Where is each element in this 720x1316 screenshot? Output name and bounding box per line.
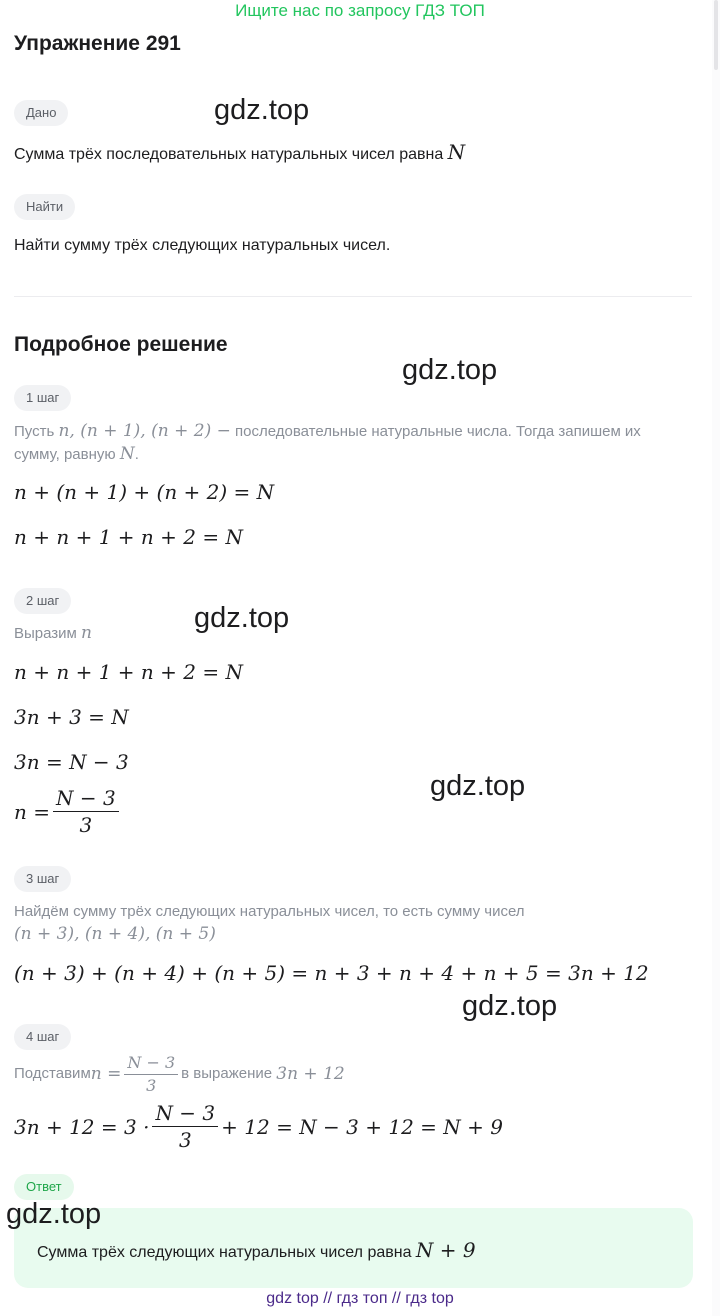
step4-desc-math2: 3n + 12 [276,1064,345,1085]
step3-chip: 3 шаг [14,866,71,892]
given-text-label: Сумма трёх последовательных натуральных чисел равна [14,146,448,163]
answer-math: N + 9 [415,1238,476,1262]
footer-links[interactable]: gdz top // гдз топ // гдз top [266,1290,454,1307]
fraction-denominator: 3 [178,1128,192,1152]
step2-chip: 2 шаг [14,588,71,614]
step1-desc [14,420,704,466]
scrollbar[interactable] [712,0,720,1316]
step1-desc-math: n, (n + 1), (n + 2) − [58,421,231,441]
step4-eq [14,1102,503,1151]
step4-chip: 4 шаг [14,1024,71,1050]
step2-eq3: 3n = N − 3 [14,750,129,774]
step2-eq4-fraction [53,787,119,836]
step3-desc [14,901,704,946]
step1-desc-text2: последовательные натуральные числа. Тогда запишем их [230,423,641,440]
step2-desc-text: Выразим [14,625,82,642]
top-banner: Ищите нас по запросу ГДЗ ТОП [235,1,485,20]
given-var: N [447,140,466,164]
watermark: gdz.top [462,990,558,1022]
step2-desc [14,622,92,645]
step1-desc-end: . [134,446,139,463]
step4-desc-fraction [124,1054,178,1094]
step1-eq2: n + n + 1 + n + 2 = N [14,525,243,549]
step4-eq-fraction [152,1102,218,1151]
step2-eq2: 3n + 3 = N [14,705,129,729]
find-text: Найти сумму трёх следующих натуральных чисел. [14,237,391,254]
step3-desc-math: (n + 3), (n + 4), (n + 5) [14,924,216,944]
given-text [14,141,465,166]
step4-desc-math: n = [90,1064,122,1085]
fraction-numerator: N − 3 [124,1054,178,1075]
watermark: gdz.top [430,770,526,802]
step1-eq1: n + (n + 1) + (n + 2) = N [14,480,275,504]
step1-desc-text: Пусть [14,423,59,440]
step2-eq4-lhs: n = [14,799,50,824]
fraction-denominator: 3 [79,813,93,837]
step4-desc-text2: в выражение [181,1065,273,1083]
step1-desc-line2: сумму, равную [14,446,120,463]
fraction-numerator: N − 3 [152,1102,218,1127]
find-chip: Найти [14,194,75,220]
step1-chip: 1 шаг [14,385,71,411]
answer-text-label: Сумма трёх следующих натуральных чисел равна [37,1244,416,1261]
watermark: gdz.top [194,602,290,634]
fraction-numerator: N − 3 [53,787,119,812]
step2-eq4 [14,787,122,836]
answer-chip: Ответ [14,1174,74,1200]
step4-desc-text: Подставим [14,1065,91,1083]
exercise-title: Упражнение 291 [14,32,181,55]
divider [14,296,692,297]
step4-eq-rhs: + 12 = N − 3 + 12 = N + 9 [221,1114,503,1139]
step2-desc-math: n [81,623,92,643]
step3-desc-text: Найдём сумму трёх следующих натуральных чисел, то есть сумму чисел [14,903,525,920]
watermark: gdz.top [402,354,498,386]
step4-eq-lhs: 3n + 12 = 3 · [14,1114,150,1139]
watermark: gdz.top [6,1198,102,1230]
given-chip: Дано [14,100,68,126]
fraction-denominator: 3 [146,1075,157,1095]
step2-eq1: n + n + 1 + n + 2 = N [14,660,243,684]
solution-heading: Подробное решение [14,333,228,356]
step4-desc [14,1054,345,1094]
step1-desc-math2: N [119,444,135,464]
answer-text [37,1239,476,1264]
step3-eq1: (n + 3) + (n + 4) + (n + 5) = n + 3 + n + 4 + n + 5 = 3n + 12 [14,961,649,985]
watermark: gdz.top [214,94,310,126]
